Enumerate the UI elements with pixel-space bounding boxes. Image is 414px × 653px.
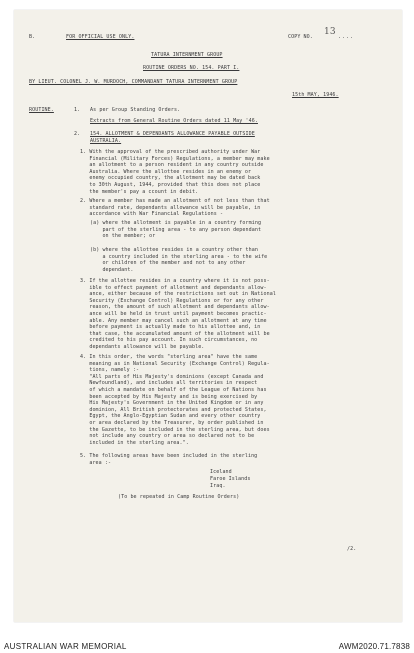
area-faroe-islands: Faroe Islands [210, 476, 251, 482]
copy-dots: .... [338, 34, 355, 40]
area-iceland: Iceland [210, 469, 232, 475]
page-marker: B. [29, 34, 36, 40]
typed-document [14, 10, 402, 622]
item-2-heading-line-2: AUSTRALIA. [90, 138, 122, 144]
footer-bar [0, 629, 414, 653]
copy-number: 13 [324, 27, 336, 37]
group-title: TATURA INTERNMENT GROUP [151, 52, 223, 58]
section-label: ROUTINE. [29, 107, 54, 113]
classification: FOR OFFICIAL USE ONLY. [66, 34, 135, 40]
item-1-title: As per Group Standing Orders. [90, 107, 181, 113]
footer-accession-number: AWM2020.71.7838 [338, 642, 410, 651]
orders-title: ROUTINE ORDERS NO. 154. PART I. [143, 65, 240, 71]
area-iraq: Iraq. [210, 483, 226, 489]
authority-line: BY LIEUT. COLONEL J. W. MURDOCH, COMMANDANT TATURA INTERNMENT GROUP [29, 79, 238, 85]
paragraph-2b: (b) where the allottee resides in a country other than a country included in the sterling area - to the wife or children of the member and not to any other dependant. [90, 247, 268, 273]
repeat-note: (To be repeated in Camp Routine Orders) [118, 494, 240, 500]
item-1-number: 1. [74, 107, 81, 113]
paragraph-3: 3. If the allottee resides in a country where it is not poss- ible to effect payment of allotment and dependants allow- ance, either because of the restrictions set out in National Security (Exchange Control) Regulations or for any other reason, the amount of such allotment and dependants allow- ance will be held in trust until payment becomes practic- able. Any member may cancel such an allotment at any time before payment is actually made to his allottee and, in that case, the accumulated amount of the allotment will be credited to his pay account. In such circumstances, no dependants allowance will be payable. [80, 278, 276, 350]
paragraph-1: 1. With the approval of the prescribed authority under War Financial (Military Forces) Regulations, a member may make an allotment to a person resident in any country outside Australia. Where the allottee resides in an enemy or enemy occupied country, the allotment may be dated back to 30th August, 1944, provided that this does not place the member's pay a ccount in debit. [80, 149, 270, 195]
continuation-marker: /2. [347, 546, 357, 552]
paragraph-2: 2. Where a member has made an allotment of not less than that standard rate, dependants allowance will be payable, in accordance with War Financial Regulations - [80, 198, 270, 218]
paragraph-2a: (a) where the allotment is payable in a country forming part of the sterling area - to any person dependant on the member; or [90, 220, 262, 240]
item-2-heading-line-1: 154. ALLOTMENT & DEPENDANTS ALLOWANCE PAYABLE OUTSIDE [90, 131, 255, 137]
copy-label: COPY NO. [288, 34, 313, 40]
paragraph-5: 5. The following areas have been included in the sterling area :- [80, 453, 258, 466]
footer-institution: AUSTRALIAN WAR MEMORIAL [4, 642, 127, 651]
order-date: 15th MAY, 1946. [292, 92, 339, 98]
item-1-subtitle: Extracts from General Routine Orders dated 11 May '46. [90, 118, 258, 124]
item-2-number: 2. [74, 131, 81, 137]
paragraph-4: 4. In this order, the words "sterling area" have the same meaning as in National Security (Exchange Control) Regula- tions, namely :- "All parts of His Majesty's dominions (except Canada and Newfoundland), and includes all territories in respect of which a mandate on behalf of the League of Nations has been accepted by His Majesty and is being exercised by His Majesty's Government in the United Kingdom or in any dominion, All British protectorates and protected States, Egypt, the Anglo-Egyptian Sudan and every other country or area declared by the Treasurer, by order published in the Gazette, to be included in the sterling area, but does not include any country or area so declared not to be included in the sterling area.". [80, 354, 270, 446]
document-page [14, 10, 402, 622]
